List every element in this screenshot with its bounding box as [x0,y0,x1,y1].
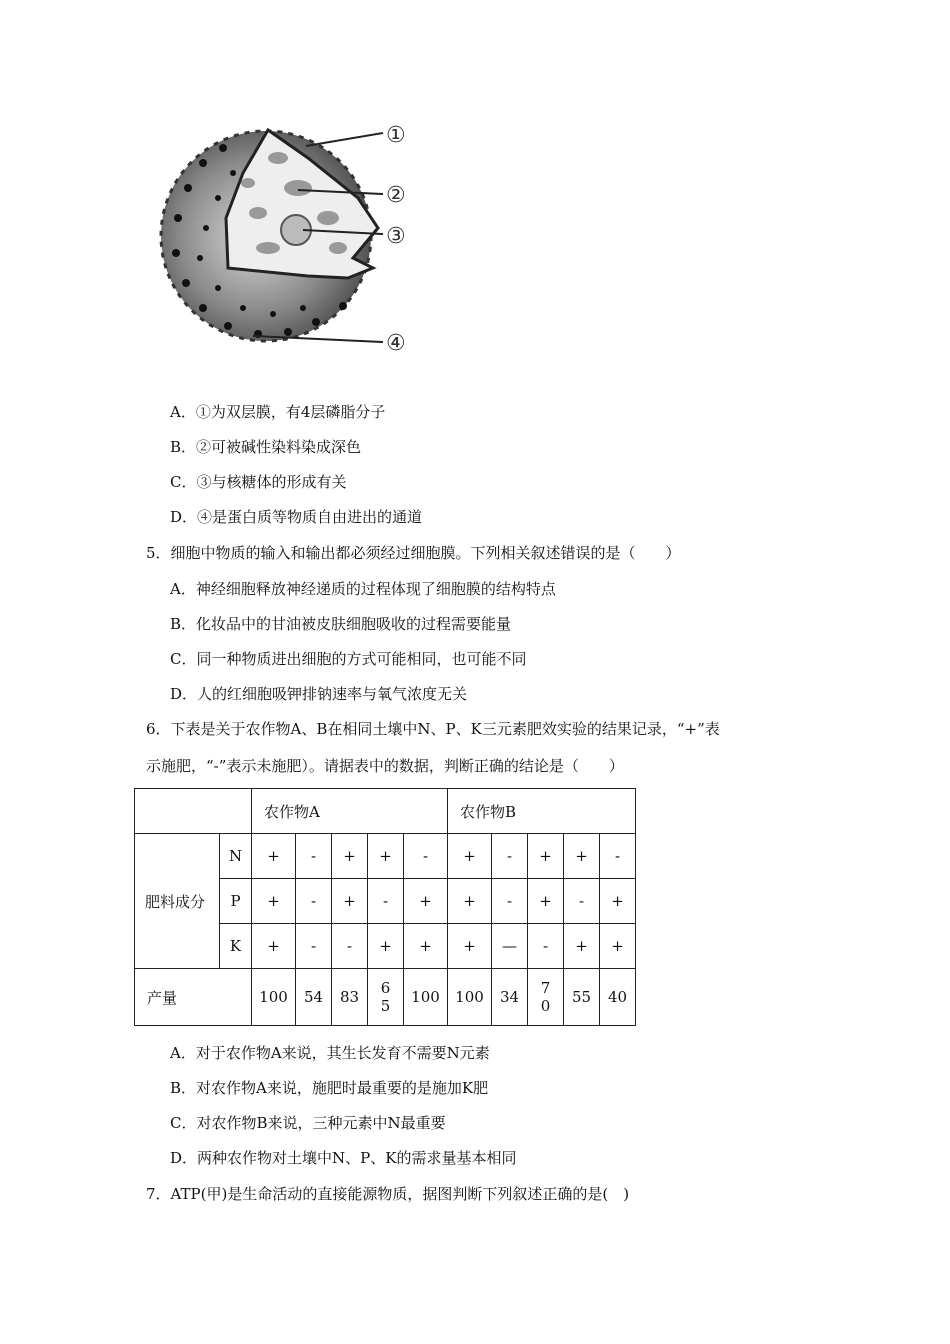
table-cell: - [564,879,600,924]
table-cell: - [332,924,368,969]
q5-option-b: B．化妆品中的甘油被皮肤细胞吸收的过程需要能量 [170,615,512,633]
table-cell: + [368,834,404,879]
table-cell: - [492,879,528,924]
table-cell: 100 [404,969,448,1026]
table-cell [368,969,404,1026]
table-cell: + [404,879,448,924]
table-cell: + [448,879,492,924]
label-n: N [220,834,252,879]
q5-stem: 5．细胞中物质的输入和输出都必须经过细胞膜。下列相关叙述错误的是（ ） [146,544,681,562]
table-row-yield [135,969,636,1026]
table-cell: + [564,924,600,969]
label-k: K [220,924,252,969]
table-cell: 55 [564,969,600,1026]
nucleus-diagram [148,118,428,368]
q6-option-a: A．对于农作物A来说，其生长发育不需要N元素 [170,1044,490,1062]
q4-option-c: C．③与核糖体的形成有关 [170,473,347,491]
table-row-n [135,834,636,879]
q5-option-a: A．神经细胞释放神经递质的过程体现了细胞膜的结构特点 [170,580,556,598]
table-cell: 34 [492,969,528,1026]
table-cell: + [332,834,368,879]
table-cell: + [528,834,564,879]
table-cell: + [368,924,404,969]
label-p: P [220,879,252,924]
nucleus-figure [148,118,428,368]
q6-stem-line1: 6．下表是关于农作物A、B在相同土壤中N、P、K三元素肥效实验的结果记录，“+”表 [146,720,720,738]
label-2: ② [386,183,406,208]
table-cell: - [600,834,636,879]
header-blank [135,789,252,834]
table-cell: - [528,924,564,969]
table-cell [528,969,564,1026]
stacked-value: 70 [540,979,551,1015]
label-3: ③ [386,224,406,249]
q4-option-d: D．④是蛋白质等物质自由进出的通道 [170,508,423,526]
table-cell: + [252,924,296,969]
table-cell: 54 [296,969,332,1026]
table-cell: + [564,834,600,879]
fertilizer-label: 肥料成分 [135,834,220,969]
table-cell: - [296,834,332,879]
table-cell: - [368,879,404,924]
table-cell: - [404,834,448,879]
q4-option-b: B．②可被碱性染料染成深色 [170,438,362,456]
q6-option-c: C．对农作物B来说，三种元素中N最重要 [170,1114,446,1132]
q4-option-a: A．①为双层膜，有4层磷脂分子 [170,403,386,421]
table-cell: 83 [332,969,368,1026]
table-cell: — [492,924,528,969]
table-cell: + [404,924,448,969]
table-cell: + [252,879,296,924]
table-cell: - [296,879,332,924]
label-1: ① [386,123,406,148]
table-cell: + [332,879,368,924]
table-cell: - [492,834,528,879]
yield-label: 产量 [135,969,252,1026]
table-cell: 100 [448,969,492,1026]
fertilizer-table [134,788,636,1026]
stacked-value: 65 [380,979,391,1015]
table-cell: + [600,879,636,924]
table-cell: + [448,924,492,969]
q6-option-b: B．对农作物A来说，施肥时最重要的是施加K肥 [170,1079,489,1097]
table-cell: + [252,834,296,879]
q5-option-c: C．同一种物质进出细胞的方式可能相同，也可能不同 [170,650,527,668]
table-header-row [135,789,636,834]
label-4: ④ [386,331,406,356]
q5-option-d: D．人的红细胞吸钾排钠速率与氧气浓度无关 [170,685,468,703]
q7-stem: 7．ATP(甲)是生命活动的直接能源物质，据图判断下列叙述正确的是( ) [146,1185,630,1203]
q6-stem-line2: 示施肥，“-”表示未施肥）。请据表中的数据，判断正确的结论是（ ） [146,757,624,775]
table-cell: 40 [600,969,636,1026]
q6-option-d: D．两种农作物对土壤中N、P、K的需求量基本相同 [170,1149,517,1167]
table-cell: - [296,924,332,969]
table-cell: + [528,879,564,924]
header-crop-b: 农作物B [448,789,636,834]
table-cell: + [448,834,492,879]
table-cell: 100 [252,969,296,1026]
table-cell: + [600,924,636,969]
header-crop-a: 农作物A [252,789,448,834]
